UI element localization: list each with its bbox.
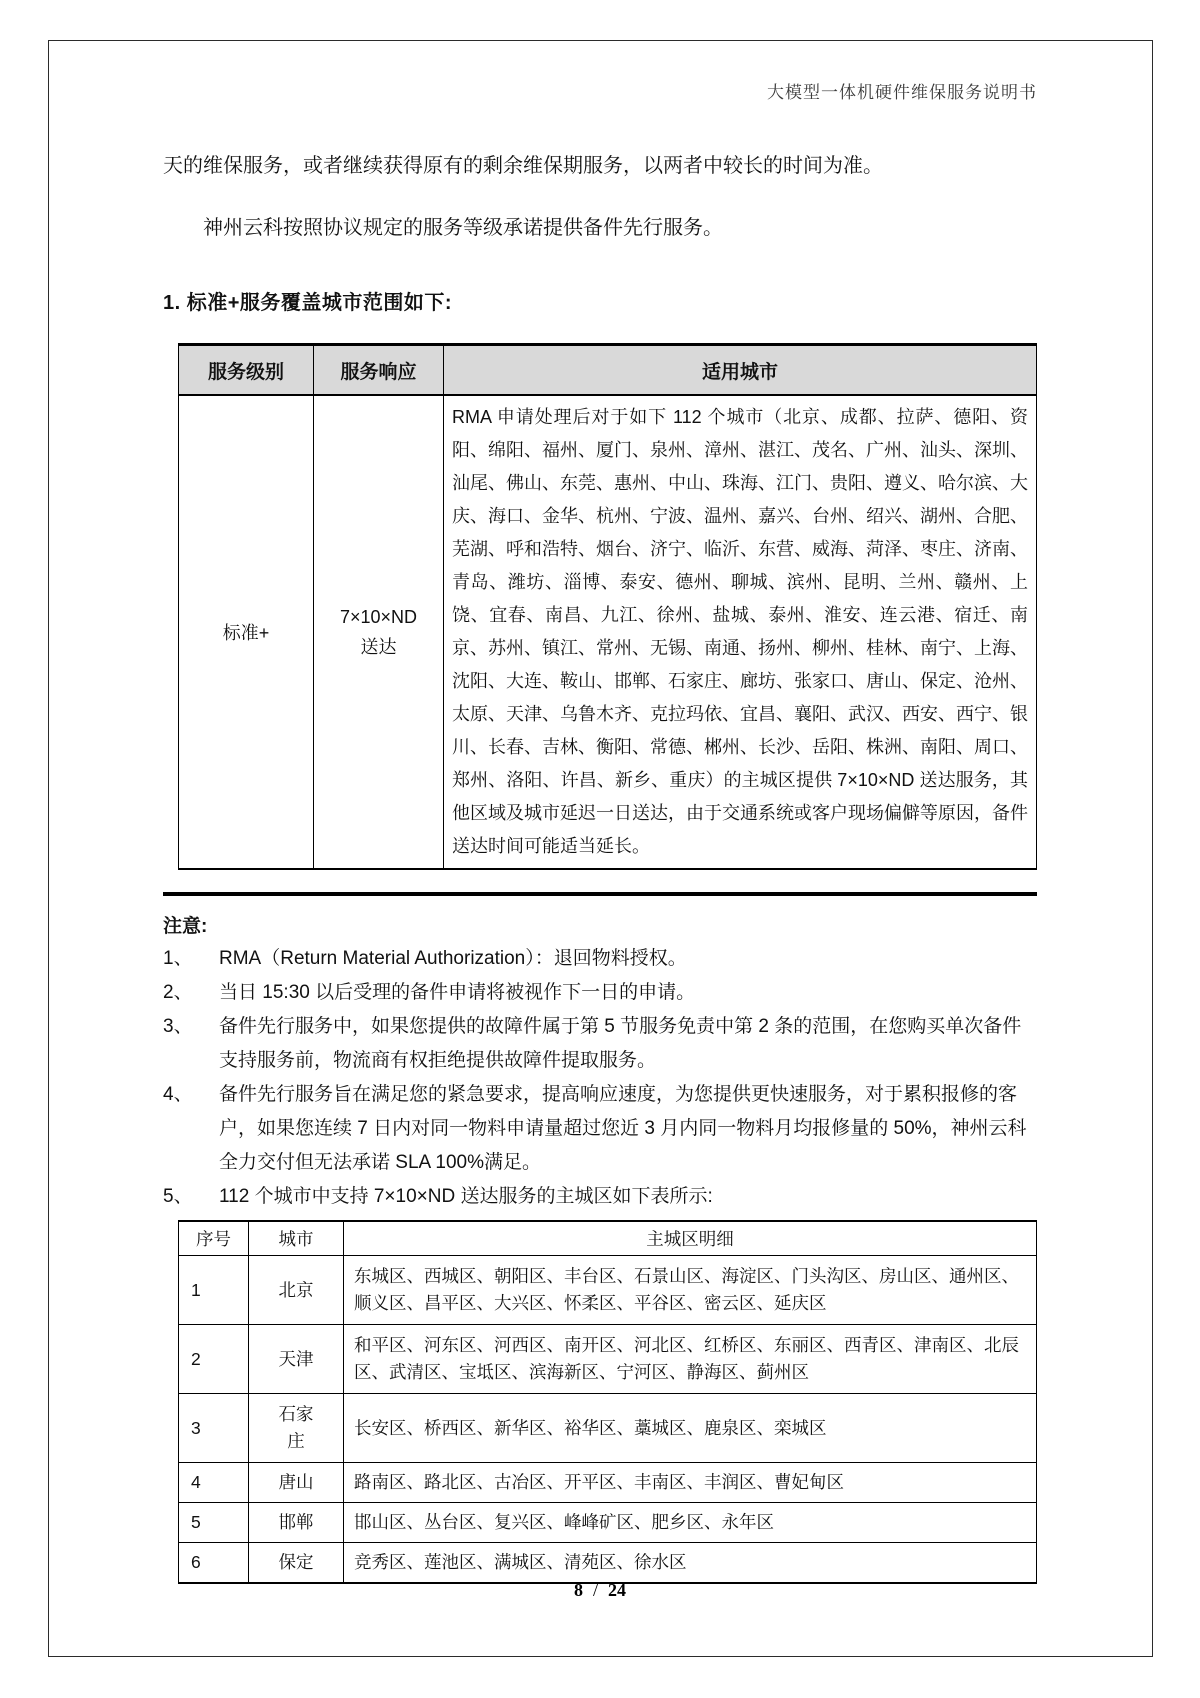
note-number: 5、 [163,1186,193,1207]
note-item-1 [163,942,1037,976]
service-response-line2: 送达 [360,637,397,657]
cell-districts: 路南区、路北区、古冶区、开平区、丰南区、丰润区、曹妃甸区 [344,1463,1037,1503]
col-header-district-detail: 主城区明细 [344,1221,1037,1256]
cell-index: 3 [179,1394,249,1463]
service-response-line1: 7×10×ND [339,607,418,627]
district-row-tianjin [179,1325,1037,1394]
note-item-4 [163,1078,1037,1180]
col-header-index: 序号 [179,1221,249,1256]
cell-city: 石家庄 [249,1394,344,1463]
cell-city: 北京 [249,1256,344,1325]
note-number: 2、 [163,982,193,1003]
note-item-2 [163,976,1037,1010]
current-page: 8 [573,1580,583,1600]
section-heading: 1. 标准+服务覆盖城市范围如下: [163,292,453,314]
note-text: 备件先行服务旨在满足您的紧急要求，提高响应速度，为您提供更快速服务，对于累积报修的客户，如果您连续 7 日内对同一物料申请量超过您近 3 月内同一物料月均报修量的 50%，神州云科全力交付但无法承诺 SLA 100%满足。 [219,1084,1027,1173]
district-table [178,1220,1037,1584]
service-coverage-table [178,343,1037,870]
note-number: 4、 [163,1084,193,1105]
page-number [163,1580,1037,1601]
district-table-header-row [179,1221,1037,1256]
cell-index: 1 [179,1256,249,1325]
note-text: 备件先行服务中，如果您提供的故障件属于第 5 节服务免责中第 2 条的范围，在您购买单次备件支持服务前，物流商有权拒绝提供故障件提取服务。 [219,1016,1022,1071]
cell-districts: 和平区、河东区、河西区、南开区、河北区、红桥区、东丽区、西青区、津南区、北辰区、武清区、宝坻区、滨海新区、宁河区、静海区、蓟州区 [344,1325,1037,1394]
paragraph-service-commitment: 神州云科按照协议规定的服务等级承诺提供备件先行服务。 [203,217,723,239]
col-header-city: 城市 [249,1221,344,1256]
note-item-3 [163,1010,1037,1078]
cell-districts: 长安区、桥西区、新华区、裕华区、藁城区、鹿泉区、栾城区 [344,1394,1037,1463]
service-table-row [179,395,1037,869]
cell-index: 2 [179,1325,249,1394]
col-header-service-response: 服务响应 [314,345,444,396]
cell-city: 邯郸 [249,1503,344,1543]
district-row-tangshan [179,1463,1037,1503]
district-row-handan [179,1503,1037,1543]
cell-service-level: 标准+ [179,395,314,869]
col-header-service-level: 服务级别 [179,345,314,396]
cell-index: 4 [179,1463,249,1503]
note-item-5 [163,1180,1037,1214]
col-header-applicable-cities: 适用城市 [444,345,1037,396]
cell-districts: 竞秀区、莲池区、满城区、清苑区、徐水区 [344,1543,1037,1584]
note-text: 当日 15:30 以后受理的备件申请将被视作下一日的申请。 [219,982,696,1003]
cell-districts: 邯山区、丛台区、复兴区、峰峰矿区、肥乡区、永年区 [344,1503,1037,1543]
cell-service-response [314,395,444,869]
section-divider [163,892,1037,896]
cell-index: 6 [179,1543,249,1584]
cell-city: 天津 [249,1325,344,1394]
total-pages: 24 [608,1580,626,1600]
note-number: 1、 [163,948,193,969]
paragraph-warranty-continuation: 天的维保服务，或者继续获得原有的剩余维保期服务，以两者中较长的时间为准。 [163,155,883,177]
cell-city: 唐山 [249,1463,344,1503]
document-header-title: 大模型一体机硬件维保服务说明书 [767,83,1037,102]
note-text: 112 个城市中支持 7×10×ND 送达服务的主城区如下表所示: [219,1186,713,1207]
notes-label: 注意: [163,916,208,937]
cell-districts: 东城区、西城区、朝阳区、丰台区、石景山区、海淀区、门头沟区、房山区、通州区、顺义区、昌平区、大兴区、怀柔区、平谷区、密云区、延庆区 [344,1256,1037,1325]
note-number: 3、 [163,1016,193,1037]
cell-applicable-cities: RMA 申请处理后对于如下 112 个城市（北京、成都、拉萨、德阳、资阳、绵阳、福州、厦门、泉州、漳州、湛江、茂名、广州、汕头、深圳、汕尾、佛山、东莞、惠州、中山、珠海、江门、贵阳、遵义、哈尔滨、大庆、海口、金华、杭州、宁波、温州、嘉兴、台州、绍兴、湖州、合肥、芜湖、呼和浩特、烟台、济宁、临沂、东营、威海、菏泽、枣庄、济南、青岛、潍坊、淄博、泰安、德州、聊城、滨州、昆明、兰州、赣州、上饶、宜春、南昌、九江、徐州、盐城、泰州、淮安、连云港、宿迁、南京、苏州、镇江、常州、无锡、南通、扬州、柳州、桂林、南宁、上海、沈阳、大连、鞍山、邯郸、石家庄、廊坊、张家口、唐山、保定、沧州、太原、天津、乌鲁木齐、克拉玛依、宜昌、襄阳、武汉、西安、西宁、银川、长春、吉林、衡阳、常德、郴州、长沙、岳阳、株洲、南阳、周口、郑州、洛阳、许昌、新乡、重庆）的主城区提供 7×10×ND 送达服务，其他区域及城市延迟一日送达，由于交通系统或客户现场偏僻等原因，备件送达时间可能适当延长。 [444,395,1037,869]
note-text: RMA（Return Material Authorization）：退回物料授权。 [219,948,687,969]
cell-index: 5 [179,1503,249,1543]
page-separator: / [592,1580,598,1600]
service-table-header-row [179,345,1037,396]
page-content [163,78,1037,1584]
district-row-shijiazhuang [179,1394,1037,1463]
district-row-beijing [179,1256,1037,1325]
district-row-baoding [179,1543,1037,1584]
cell-city: 保定 [249,1543,344,1584]
